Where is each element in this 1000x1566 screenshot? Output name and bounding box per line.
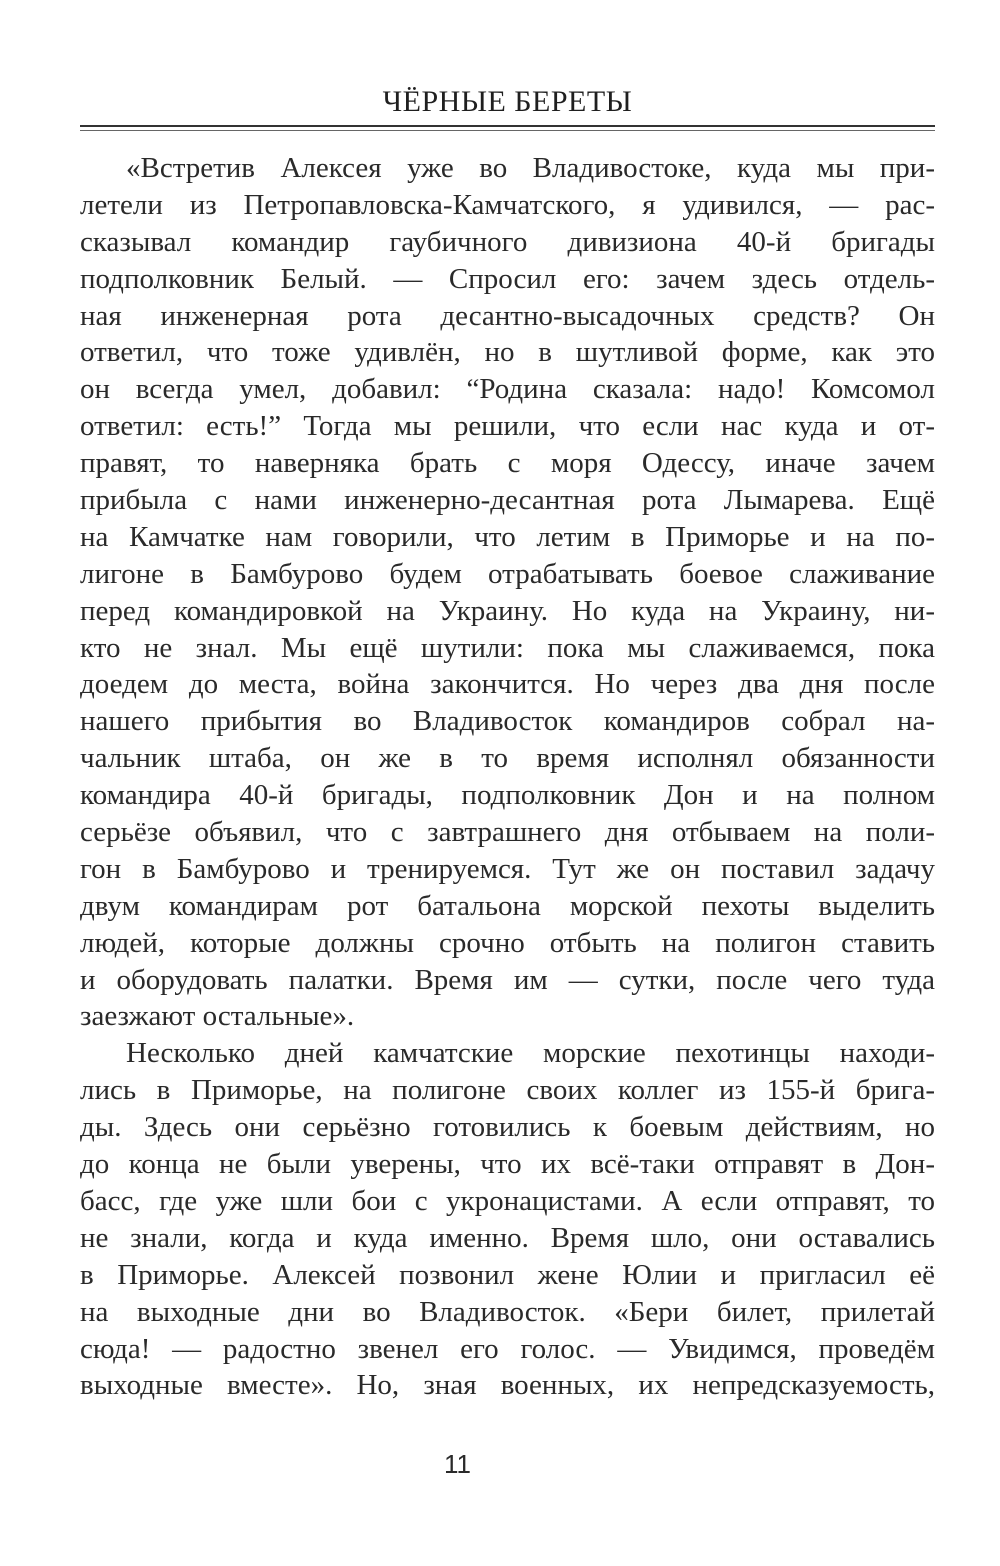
text-line: командира 40-й бригады, подполковник Дон и на полном (80, 779, 935, 812)
text-line: на Камчатке нам говорили, что летим в Приморье и на по- (80, 520, 935, 553)
text-line: «Встретив Алексея уже во Владивостоке, куда мы при- (126, 152, 935, 184)
text-line: кто не знал. Мы ещё шутили: пока мы слаживаемся, пока (80, 631, 935, 664)
text-line: на выходные дни во Владивосток. «Бери билет, прилетай (80, 1295, 935, 1328)
text-line: ды. Здесь они серьёзно готовились к боевым действиям, но (80, 1111, 935, 1144)
text-line: нашего прибытия во Владивосток командиров собрал на- (80, 705, 935, 738)
text-line: чальник штаба, он же в то время исполнял обязанности (80, 742, 935, 775)
text-line: сюда! — радостно звенел его голос. — Увидимся, проведём (80, 1332, 935, 1365)
text-line: лигоне в Бамбурово будем отрабатывать боевое слаживание (80, 557, 935, 590)
running-head: ЧЁРНЫЕ БЕРЕТЫ (382, 85, 633, 118)
text-line: и оборудовать палатки. Время им — сутки, после чего туда (80, 963, 935, 996)
paragraph-1 (80, 150, 935, 1035)
text-line: перед командировкой на Украину. Но куда на Украину, ни- (80, 594, 935, 627)
text-line: ная инженерная рота десантно-высадочных средств? Он (80, 299, 935, 332)
text-line: до конца не были уверены, что их всё-таки отправят в Дон- (80, 1148, 935, 1181)
text-line: выходные вместе». Но, зная военных, их непредсказуемость, (80, 1369, 935, 1402)
text-line: не знали, когда и куда именно. Время шло, они оставались (80, 1221, 935, 1254)
text-line: ответил, что тоже удивлён, но в шутливой форме, как это (80, 336, 935, 369)
header-rule-thin (80, 130, 935, 131)
text-line: сказывал командир гаубичного дивизиона 40-й бригады (80, 225, 935, 258)
body-text (80, 150, 935, 1404)
text-line: подполковник Белый. — Спросил его: зачем здесь отдель- (80, 262, 935, 295)
text-line: заезжают остальные». (80, 1000, 355, 1033)
text-line: лись в Приморье, на полигоне своих коллег из 155-й брига- (80, 1074, 935, 1107)
header-rule (80, 125, 935, 127)
text-line: прибыла с нами инженерно-десантная рота Лымарева. Ещё (80, 484, 935, 517)
text-line: двум командирам рот батальона морской пехоты выделить (80, 889, 935, 922)
text-line: он всегда умел, добавил: “Родина сказала: надо! Комсомол (80, 373, 935, 406)
text-line: людей, которые должны срочно отбыть на полигон ставить (80, 926, 935, 959)
text-line: в Приморье. Алексей позвонил жене Юлии и пригласил её (80, 1258, 935, 1291)
paragraph-2 (80, 1035, 935, 1404)
text-line: летели из Петропавловска-Камчатского, я удивился, — рас- (80, 188, 935, 221)
text-line: ответил: есть!” Тогда мы решили, что если нас куда и от- (80, 410, 935, 443)
text-line: доедем до места, война закончится. Но через два дня после (80, 668, 935, 701)
text-line: Несколько дней камчатские морские пехотинцы находи- (126, 1037, 935, 1070)
page-number: 11 (444, 1449, 471, 1479)
text-line: серьёзе объявил, что с завтрашнего дня отбываем на поли- (80, 816, 935, 849)
text-line: правят, то наверняка брать с моря Одессу, иначе зачем (80, 447, 935, 480)
text-line: басс, где уже шли бои с укронацистами. А если отправят, то (80, 1184, 935, 1217)
text-line: гон в Бамбурово и тренируемся. Тут же он поставил задачу (80, 852, 935, 885)
